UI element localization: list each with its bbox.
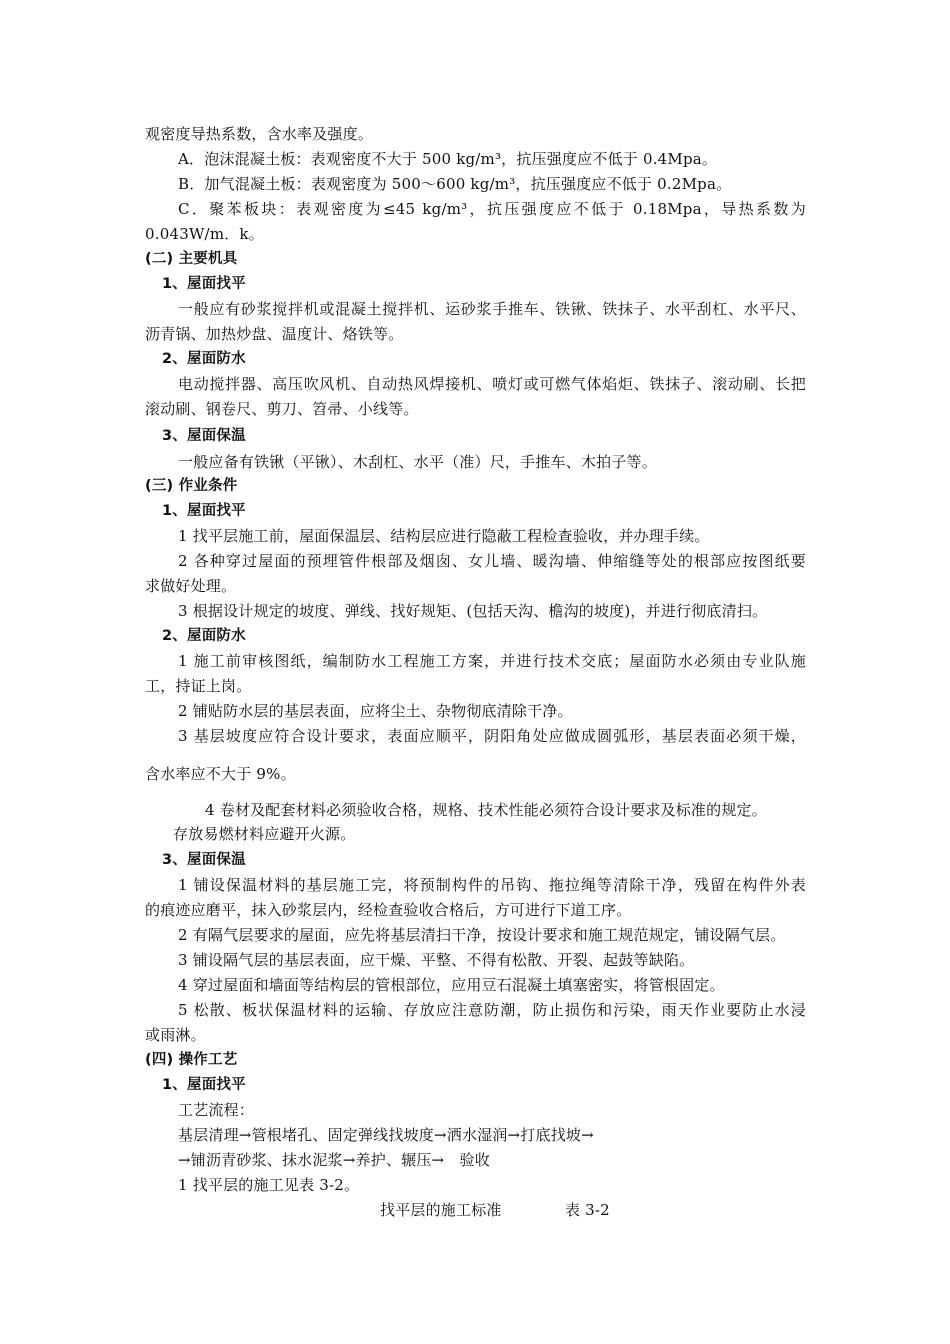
paragraph-line: 5 松散、板状保温材料的运输、存放应注意防潮，防止损伤和污染，雨天作业要防止水浸 (178, 1001, 806, 1019)
table-caption: 找平层的施工标准 (380, 1201, 502, 1219)
paragraph-line: 一般应有砂浆搅拌机或混凝土搅拌机、运砂浆手推车、铁锹、铁抹子、水平刮杠、水平尺、 (178, 300, 806, 318)
paragraph-line: 滚动刷、钢卷尺、剪刀、笤帚、小线等。 (145, 400, 419, 418)
paragraph-line: 工艺流程： (178, 1101, 255, 1119)
paragraph-line: 4 穿过屋面和墙面等结构层的管根部位，应用豆石混凝土填塞密实，将管根固定。 (178, 976, 725, 994)
paragraph-line: 存放易燃材料应避开火源。 (173, 825, 356, 843)
subsection-heading: 3、屋面保温 (162, 852, 246, 868)
paragraph-line: 含水率应不大于 9%。 (145, 765, 296, 783)
subsection-heading: 1、屋面找平 (162, 276, 246, 292)
paragraph-line: 的痕迹应磨平，抹入砂浆层内，经检查验收合格后，方可进行下道工序。 (145, 901, 632, 919)
section-heading: (二) 主要机具 (145, 251, 238, 267)
subsection-heading: 1、屋面找平 (162, 503, 246, 519)
subsection-heading: 2、屋面防水 (162, 351, 246, 367)
section-heading: (三) 作业条件 (145, 478, 238, 494)
process-flow-line: 基层清理→管根堵孔、固定弹线找坡度→洒水湿润→打底找坡→ (178, 1126, 594, 1144)
paragraph-line: 或雨淋。 (145, 1026, 206, 1044)
paragraph-line: 3 基层坡度应符合设计要求，表面应顺平，阴阳角处应做成圆弧形，基层表面必须干燥， (178, 727, 806, 745)
paragraph-line: 2 有隔气层要求的屋面，应先将基层清扫干净，按设计要求和施工规范规定，铺设隔气层。 (178, 926, 786, 944)
paragraph-line: C．聚苯板块：表观密度为≤45 kg/m³，抗压强度应不低于 0.18Mpa，导热系数为 (178, 200, 806, 218)
paragraph-line: 求做好处理。 (145, 577, 237, 595)
paragraph-line: 3 铺设隔气层的基层表面，应干燥、平整、不得有松散、开裂、起鼓等缺陷。 (178, 951, 695, 969)
paragraph-line: 0.043W/m．k。 (145, 225, 264, 243)
paragraph-line: 3 根据设计规定的坡度、弹线、找好规矩、(包括天沟、檐沟的坡度)，并进行彻底清扫。 (178, 602, 768, 620)
paragraph-line: 工，持证上岗。 (145, 677, 252, 695)
paragraph-line: A．泡沫混凝土板：表观密度不大于 500 kg/m³，抗压强度应不低于 0.4Mpa。 (178, 150, 718, 168)
paragraph-line: 4 卷材及配套材料必须验收合格，规格、技术性能必须符合设计要求及标准的规定。 (205, 801, 767, 819)
paragraph-line: 沥青锅、加热炒盘、温度计、烙铁等。 (145, 325, 404, 343)
paragraph-line: 观密度导热系数，含水率及强度。 (145, 125, 374, 143)
paragraph-line: 1 找平层施工前，屋面保温层、结构层应进行隐蔽工程检查验收，并办理手续。 (178, 527, 710, 545)
subsection-heading: 3、屋面保温 (162, 428, 246, 444)
subsection-heading: 2、屋面防水 (162, 628, 246, 644)
paragraph-line: 电动搅拌器、高压吹风机、自动热风焊接机、喷灯或可燃气体焰炬、铁抹子、滚动刷、长把 (178, 375, 806, 393)
paragraph-line: 1 施工前审核图纸，编制防水工程施工方案，并进行技术交底；屋面防水必须由专业队施 (178, 652, 806, 670)
paragraph-line: 1 找平层的施工见表 3-2。 (178, 1176, 360, 1194)
paragraph-line: B．加气混凝土板：表观密度为 500～600 kg/m³，抗压强度应不低于 0.2Mpa。 (178, 175, 732, 193)
paragraph-line: 一般应备有铁锹（平锹）、木刮杠、水平（准）尺，手推车、木拍子等。 (178, 453, 657, 471)
paragraph-line: 1 铺设保温材料的基层施工完，将预制构件的吊钩、拖拉绳等清除干净，残留在构件外表 (178, 876, 806, 894)
process-flow-line: →铺沥青砂浆、抹水泥浆→养护、辗压→ 验收 (178, 1151, 490, 1169)
subsection-heading: 1、屋面找平 (162, 1077, 246, 1093)
section-heading: (四) 操作工艺 (145, 1052, 238, 1068)
paragraph-line: 2 各种穿过屋面的预埋管件根部及烟囱、女儿墙、暖沟墙、伸缩缝等处的根部应按图纸要 (178, 552, 806, 570)
paragraph-line: 2 铺贴防水层的基层表面，应将尘土、杂物彻底清除干净。 (178, 702, 573, 720)
table-number: 表 3-2 (565, 1201, 610, 1219)
